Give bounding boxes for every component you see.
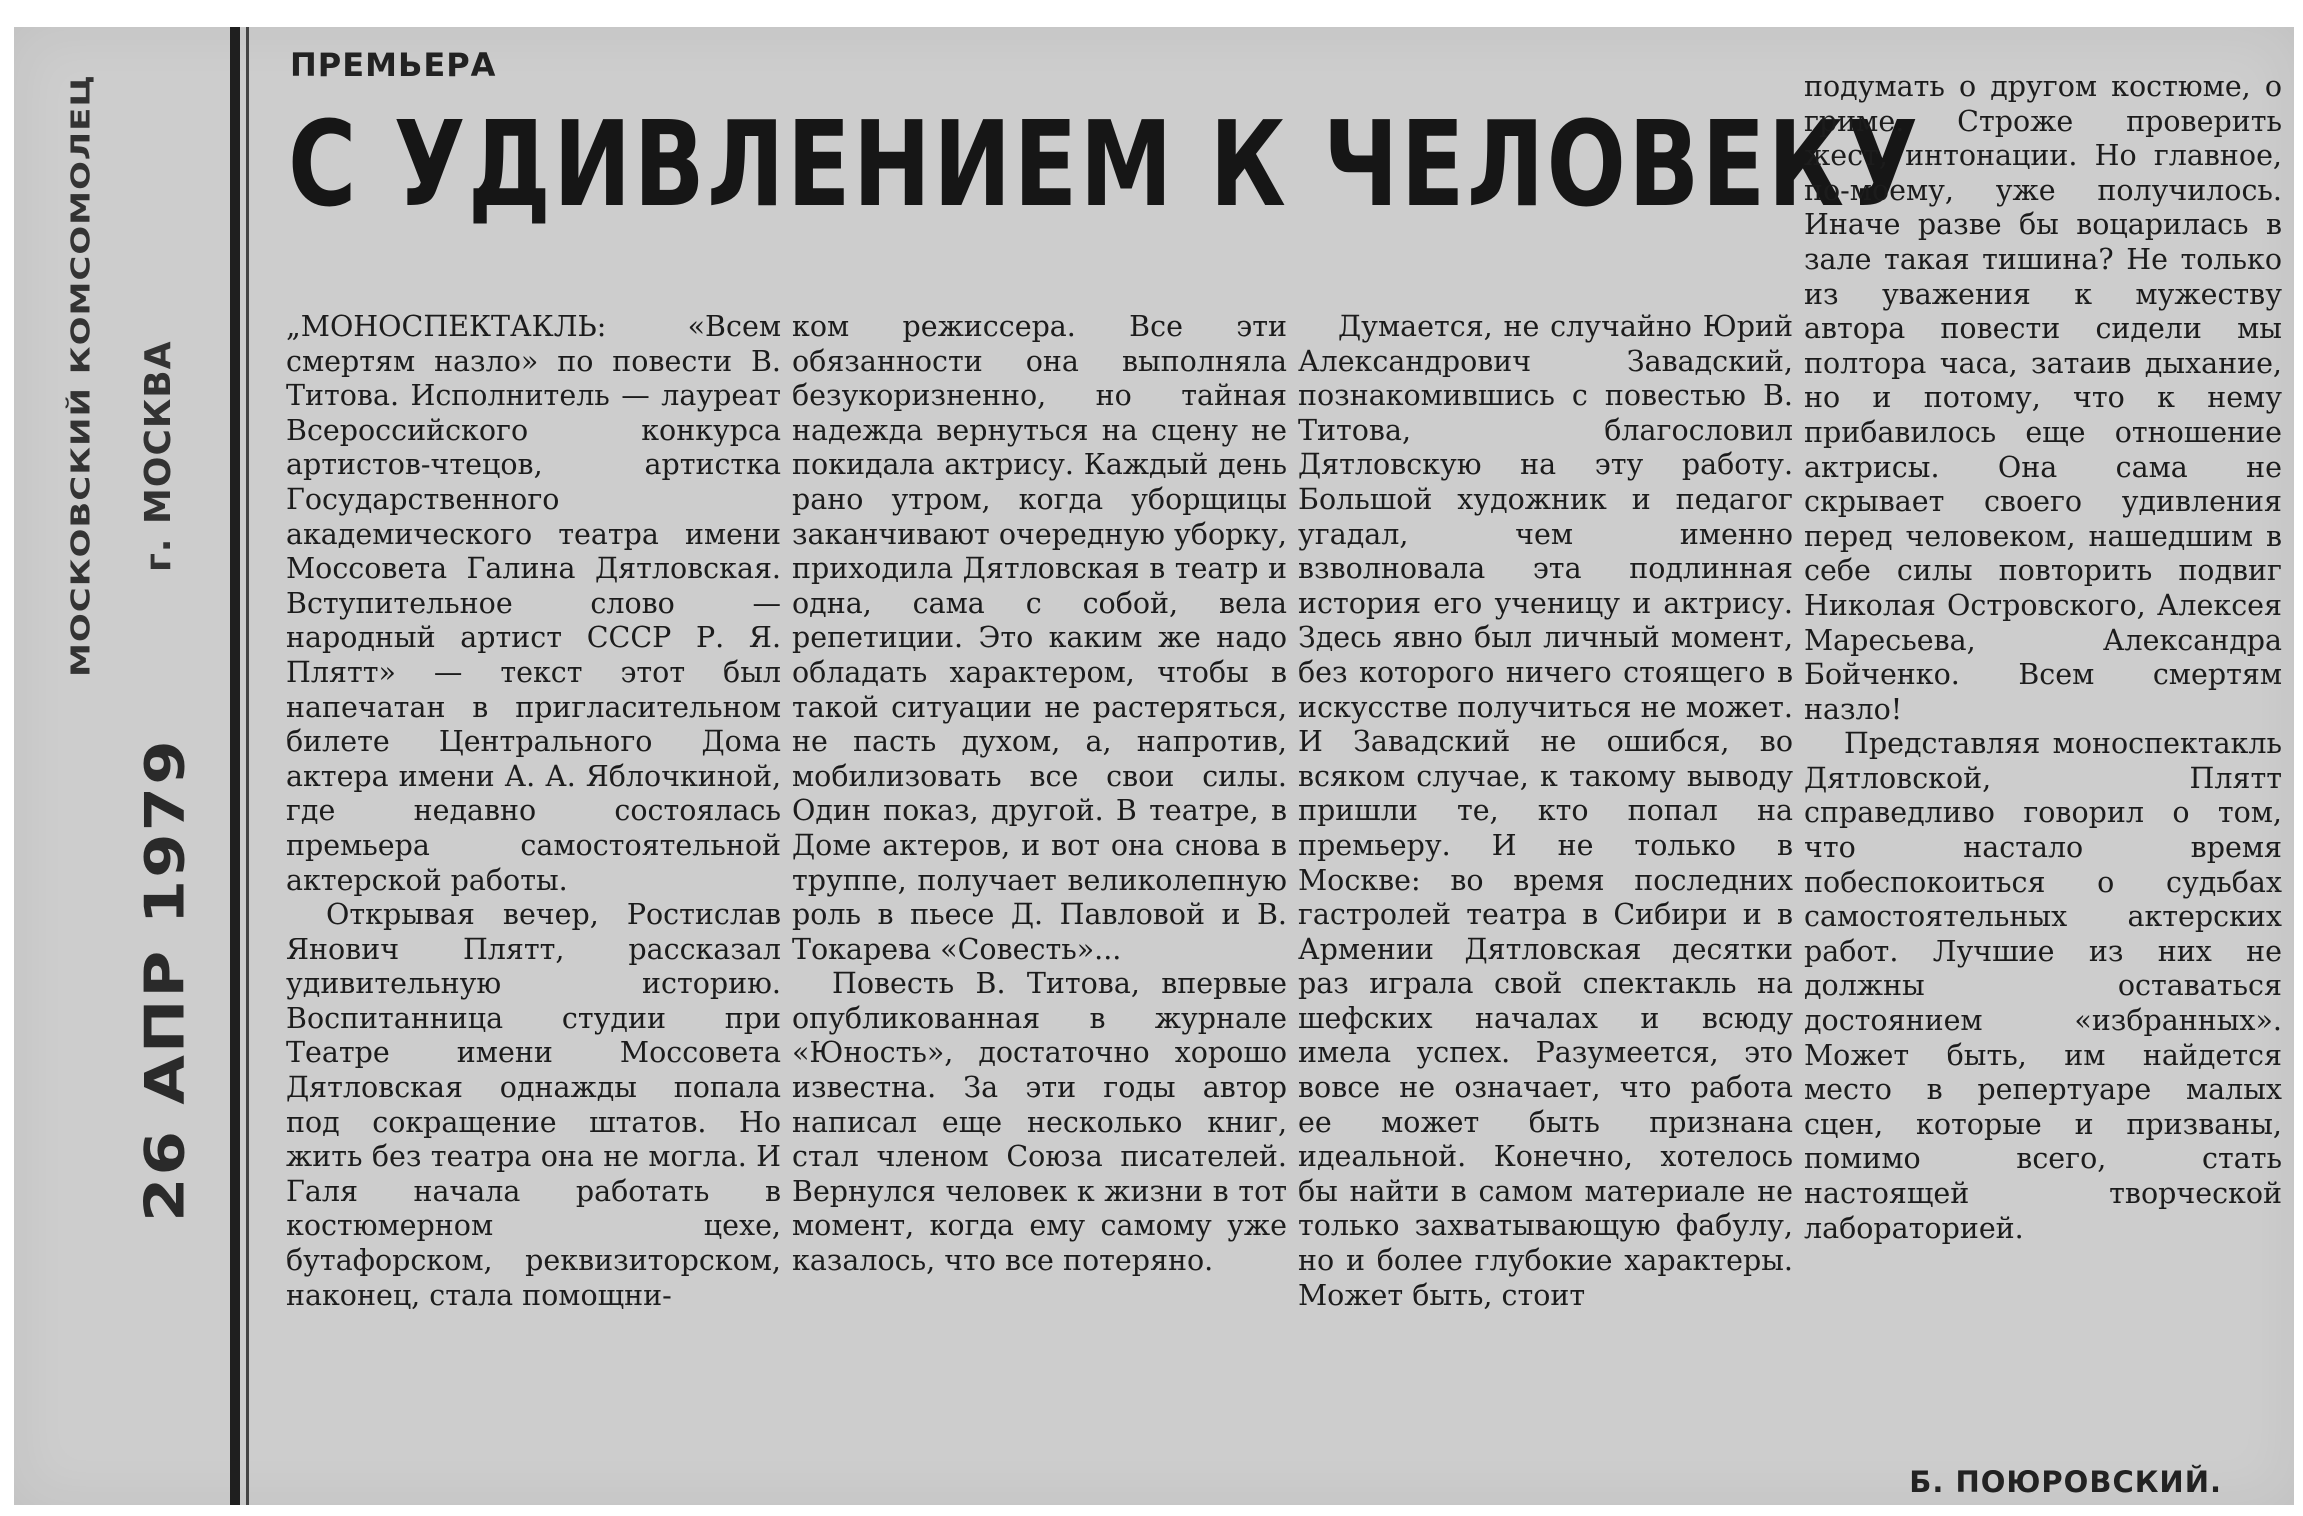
article-paragraph: Представляя моноспектакль Дятловской, Плятт справедливо говорил о том, что настало время побеспокоиться о судьбах самостоятельных актерских работ. Лучшие из них не должны оставаться достоянием «избранных». Может быть, им найдется место в репертуаре малых сцен, которые и призваны, помимо всего, стать настоящей творческой лабораторией. (1804, 727, 2282, 1245)
archive-stamp (14, 27, 236, 1505)
article-headline: С УДИВЛЕНИЕМ К ЧЕЛОВЕКУ (288, 95, 1921, 233)
article-rubric: ПРЕМЬЕРА (290, 46, 497, 84)
stamp-newspaper-name: МОСКОВСКИЙ КОМСОМОЛЕЦ (66, 74, 96, 677)
article-paragraph: Открывая вечер, Ростислав Янович Плятт, рассказал удивительную историю. Воспитанница студии при Театре имени Моссовета Дятловская однажды попала под сокращение штатов. Но жить без театра она не могла. И Галя начала работать в костюмерном цехе, бутафорском, реквизиторском, наконец, стала помощни- (286, 898, 781, 1312)
article-author: Б. ПОЮРОВСКИЙ. (1909, 1465, 2222, 1499)
article-paragraph: подумать о другом костюме, о гриме. Строже проверить жест, интонации. Но главное, по-моему, уже получилось. Иначе разве бы воцарилась в зале такая тишина? Не только из уважения к мужеству автора повести сидели мы полтора часа, затаив дыхание, но и потому, что к нему прибавилось еще отношение актрисы. Она сама не скрывает своего удивления перед человеком, нашедшим в себе силы повторить подвиг Николая Островского, Алексея Маресьева, Александра Бойченко. Всем смертям назло! (1804, 70, 2282, 726)
article (270, 27, 2290, 1505)
article-paragraph: ком режиссера. Все эти обязанности она выполняла безукоризненно, но тайная надежда вернуться на сцену не покидала актрису. Каждый день рано утром, когда уборщицы заканчивают очередную уборку, приходила Дятловская в театр и одна, сама с собой, вела репетиции. Это каким же надо обладать характером, чтобы в такой ситуации не растеряться, не пасть духом, а, напротив, мобилизовать все свои силы. Один показ, другой. В театре, в Доме актеров, и вот она снова в труппе, получает великолепную роль в пьесе Д. Павловой и В. Токарева «Совесть»... (792, 310, 1287, 966)
column-divider-thick (230, 27, 240, 1505)
article-column-3 (1298, 310, 1793, 1313)
article-column-1 (286, 310, 781, 1313)
article-paragraph: Повесть В. Титова, впервые опубликованная в журнале «Юность», достаточно хорошо известна. За эти годы автор написал еще несколько книг, стал членом Союза писателей. Вернулся человек к жизни в тот момент, когда ему самому уже казалось, что все потеряно. (792, 967, 1287, 1278)
stamp-city: г. МОСКВА (138, 340, 179, 572)
article-column-4 (1804, 70, 2282, 1246)
article-paragraph: Думается, не случайно Юрий Александрович Завадский, познакомившись с повестью В. Титова, благословил Дятловскую на эту работу. Большой художник и педагог угадал, чем именно взволновала эта подлинная история его ученицу и актрису. Здесь явно был личный момент, без которого ничего стоящего в искусстве получиться не может. И Завадский не ошибся, во всяком случае, к такому выводу пришли те, кто попал на премьеру. И не только в Москве: во время последних гастролей театра в Сибири и в Армении Дятловская десятки раз играла свой спектакль на шефских началах и всюду имела успех. Разумеется, это вовсе не означает, что работа ее может быть признана идеальной. Конечно, хотелось бы найти в самом материале не только захватывающую фабулу, но и более глубокие характеры. Может быть, стоит (1298, 310, 1793, 1312)
article-paragraph: „МОНОСПЕКТАКЛЬ: «Всем смертям назло» по повести В. Титова. Исполнитель — лауреат Всероссийского конкурса артистов-чтецов, артистка Государственного академического театра имени Моссовета Галина Дятловская. Вступительное слово — народный артист СССР Р. Я. Плятт» — текст этот был напечатан в пригласительном билете Центрального Дома актера имени А. А. Яблочкиной, где недавно состоялась премьера самостоятельной актерской работы. (286, 310, 781, 897)
article-column-2 (792, 310, 1287, 1279)
column-divider-thin (246, 27, 249, 1505)
stamp-date: 26 АПР 1979 (134, 738, 197, 1222)
